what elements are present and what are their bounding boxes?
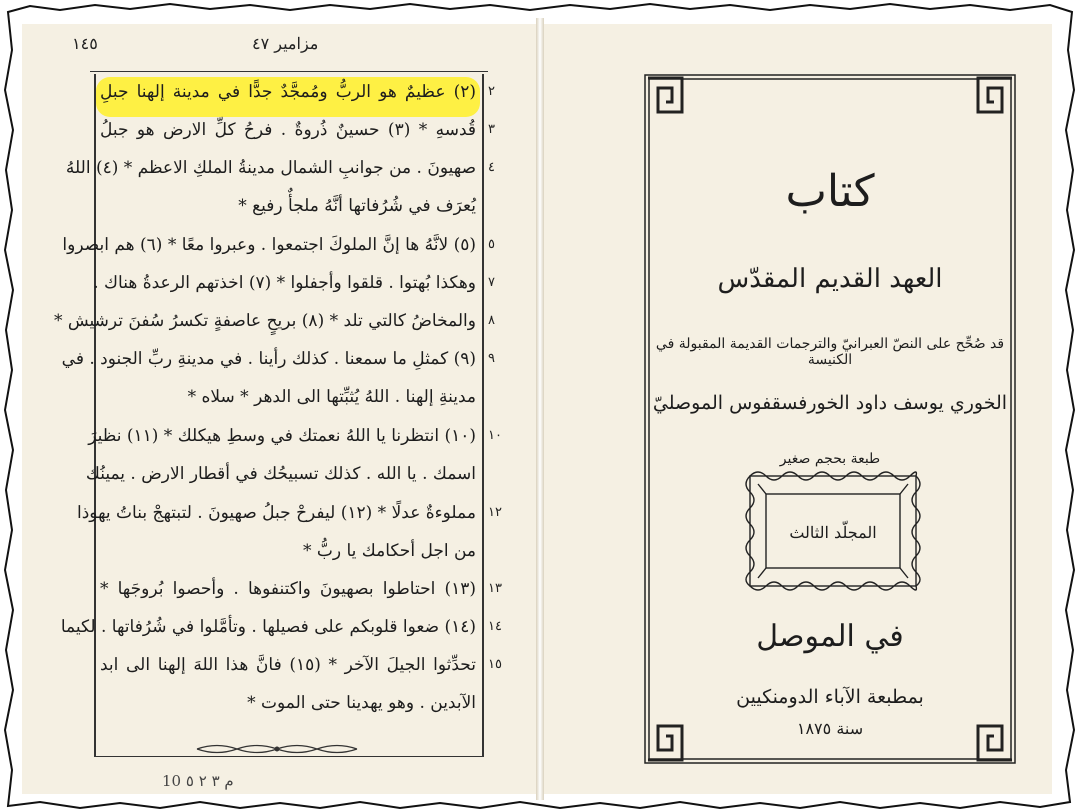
text-line: والمخاضُ كالتي تلد * (٨) بريحٍ عاصفةٍ تكسرُ سُفنَ ترشيش * [53, 311, 476, 331]
book-title: العهد القديم المقدّس [717, 264, 943, 294]
text-line: وهكذا بُهتوا . قلقوا وأجفلوا * (٧) اخذتهم الرعدةُ هناك . [93, 273, 476, 293]
verse-number: ٢ [488, 84, 495, 99]
text-line: من اجل أحكامك يا ربُّ * [302, 541, 476, 561]
verse-number: ٤ [488, 160, 495, 175]
verse-number: ٥ [488, 237, 495, 252]
text-line: (١٠) انتظرنا يا اللهُ نعمتك في وسطِ هيكلك * (١١) نظيرَ [88, 426, 476, 446]
verse-number: ٣ [488, 122, 495, 137]
text-line: يُعرَف في شُرُفاتها أنَّهُ ملجأٌ رفيع * [238, 196, 476, 216]
left-page [22, 24, 536, 794]
right-page [544, 24, 1052, 794]
verse-number: ١٠ [488, 428, 502, 443]
text-line: (١٤) ضعوا قلوبكم على فصيلها . وتأمَّلوا في شُرُفاتها . لكيما [60, 617, 476, 637]
verse-number: ١٢ [488, 505, 502, 520]
verse-number: ١٤ [488, 619, 502, 634]
author: الخوري يوسف داود الخورفسقفوس الموصليّ [652, 392, 1008, 414]
volume-label: المجلّد الثالث [789, 523, 877, 542]
text-line: قُدسهِ * (٣) حسينٌ ذُروةٌ . فرحُ كلِّ الارض هو جبلُ [100, 120, 476, 140]
signature-mark: م ٣ ٢ ٥ 10 [162, 772, 234, 790]
text-line: (٥) لانَّهُ ها إنَّ الملوكَ اجتمعوا . وعبروا معًا * (٦) هم ابصروا [62, 235, 476, 255]
verse-number: ٩ [488, 351, 495, 366]
title-frame [644, 74, 1016, 764]
volume-box [740, 466, 926, 596]
edition: طبعة بحجم صغير [779, 451, 881, 467]
text-line: الآبدين . وهو يهدينا حتى الموت * [247, 693, 476, 713]
verse-number: ١٣ [488, 581, 502, 596]
text-line: مدينةِ إلهنا . اللهُ يُثبِّتها الى الدهر * سلاه * [187, 387, 476, 407]
kitab-heading: كتاب [785, 166, 875, 217]
text-line: مملوءةٌ عدلًا * (١٢) ليفرحْ جبلُ صهيونَ . لتبتهجْ بناتُ يهوذا [77, 503, 476, 523]
verse-number: ٧ [488, 275, 495, 290]
text-line: (١٣) احتاطوا بصهيونَ واكتنفوها . وأحصوا بُروجَها * [100, 579, 476, 599]
description: قد صُحِّح على النصّ العبرانيّ والترجمات القديمة المقبولة في الكنيسة [655, 336, 1005, 368]
book-gutter [536, 18, 544, 800]
text-line: صهيونَ . من جوانبِ الشمال مدينةُ الملكِ الاعظم * (٤) اللهُ [65, 158, 476, 178]
text-line: اسمك . يا الله . كذلك تسبيحُك في أقطار الارض . يمينُك [85, 464, 476, 484]
city: في الموصل [756, 619, 904, 654]
text-line: (٩) كمثلِ ما سمعنا . كذلك رأينا . في مدينةِ ربِّ الجنود . في [61, 349, 476, 369]
press: بمطبعة الآباء الدومنكيين [736, 686, 924, 708]
page-number: ١٤٥ [72, 34, 98, 53]
year: سنة ١٨٧٥ [796, 719, 864, 738]
text-line: تحدِّثوا الجيلَ الآخر * (١٥) فانَّ هذا اللهَ إلهنا الى ابد [100, 655, 476, 675]
verse-number: ٨ [488, 313, 495, 328]
verse-number: ١٥ [488, 657, 502, 672]
flourish-ornament [192, 742, 362, 756]
text-line: (٢) عظيمٌ هو الربُّ ومُمجَّدٌ جدًّا في مدينة إلهنا جبلِ [100, 82, 476, 102]
running-head: مزامير ٤٧ [252, 34, 319, 53]
